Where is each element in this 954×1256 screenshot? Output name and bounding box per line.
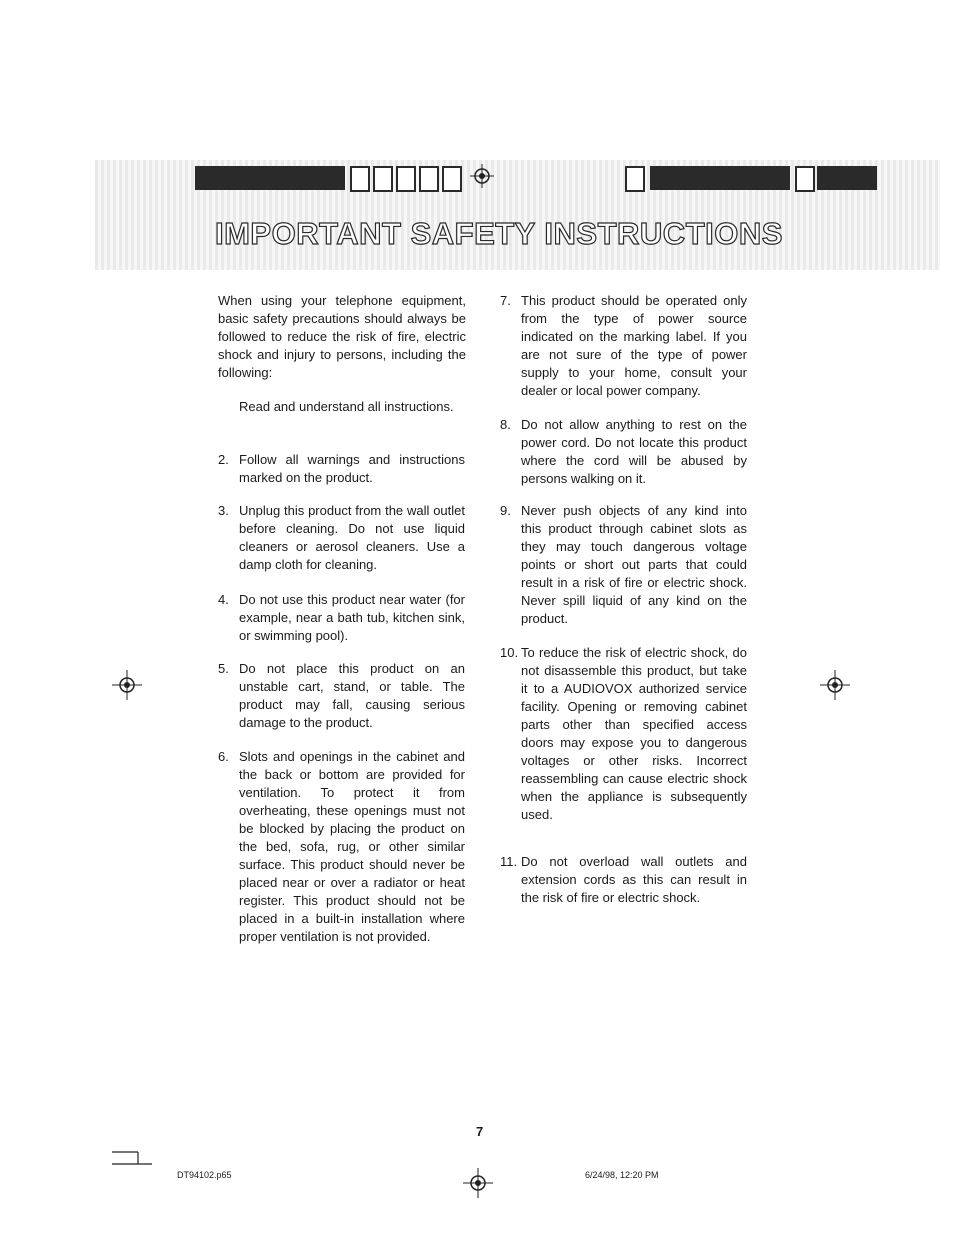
page-title: IMPORTANT SAFETY INSTRUCTIONS [215, 216, 783, 251]
item-number: 10. [500, 645, 519, 660]
footer-timestamp: 6/24/98, 12:20 PM [585, 1170, 659, 1180]
item-number: 8. [500, 417, 511, 432]
item-text: Unplug this product from the wall outlet before cleaning. Do not use liquid cleaners or aerosol cleaners. Use a damp cloth for cleaning. [239, 503, 465, 572]
item-number: 3. [218, 503, 229, 518]
registration-mark-icon [470, 164, 494, 188]
list-item [218, 502, 468, 577]
header-banner [95, 160, 940, 270]
banner-decoration [195, 166, 885, 190]
item-text: Follow all warnings and instructions marked on the product. [239, 452, 465, 485]
item-text: Do not overload wall outlets and extension cords as this can result in the risk of fire or electric shock. [521, 854, 747, 905]
item-number: 5. [218, 661, 229, 676]
item-text: This product should be operated only from the type of power source indicated on the marking label. If you are not sure of the type of power supply to your home, consult your dealer or local power company. [521, 293, 747, 398]
item-text: Do not use this product near water (for example, near a bath tub, kitchen sink, or swimming pool). [239, 592, 465, 643]
list-item [500, 502, 750, 630]
item-text: Do not allow anything to rest on the power cord. Do not locate this product where the cord will be abused by persons walking on it. [521, 417, 747, 486]
list-item [218, 591, 468, 649]
page-number: 7 [476, 1124, 484, 1139]
list-item [218, 398, 468, 438]
list-item [500, 416, 750, 491]
crop-mark-icon [112, 1150, 152, 1168]
item-number: 9. [500, 503, 511, 518]
list-item [500, 292, 750, 402]
item-text: Never push objects of any kind into this product through cabinet slots as they may touch dangerous voltage points or short out parts that could result in a risk of fire or electric shock. Never spill liquid of any kind on the product. [521, 503, 747, 626]
item-number: 4. [218, 592, 229, 607]
item-text: Slots and openings in the cabinet and the back or bottom are provided for ventilation. To protect it from overheating, these openings must not be blocked by placing the product on the bed, sofa, rug, or other similar surface. This product should never be placed near or over a radiator or heat register. This product should not be placed in a built-in installation where proper ventilation is not provided. [239, 749, 465, 944]
item-text: Read and understand all instructions. [239, 399, 454, 414]
item-number: 6. [218, 749, 229, 764]
registration-mark-icon [112, 670, 142, 700]
list-item [500, 853, 750, 911]
list-item [500, 644, 750, 844]
registration-mark-icon [463, 1168, 493, 1198]
list-item [218, 660, 468, 735]
list-item [218, 748, 468, 963]
footer-filename: DT94102.p65 [177, 1170, 232, 1180]
item-text: Do not place this product on an unstable cart, stand, or table. The product may fall, causing serious damage to the product. [239, 661, 465, 730]
item-number: 2. [218, 452, 229, 467]
intro-paragraph: When using your telephone equipment, basic safety precautions should always be followed to reduce the risk of fire, electric shock and injury to persons, including the following: [218, 293, 466, 380]
item-text: To reduce the risk of electric shock, do not disassemble this product, but take it to a AUDIOVOX authorized service facility. Opening or removing cabinet parts other than specified access doors may expose you to dangerous voltages or other risks. Incorrect reassembling can cause electric shock when the appliance is subsequently used. [521, 645, 747, 822]
item-number: 7. [500, 293, 511, 308]
list-item [218, 451, 468, 491]
registration-mark-icon [820, 670, 850, 700]
item-number: 11. [500, 854, 518, 869]
